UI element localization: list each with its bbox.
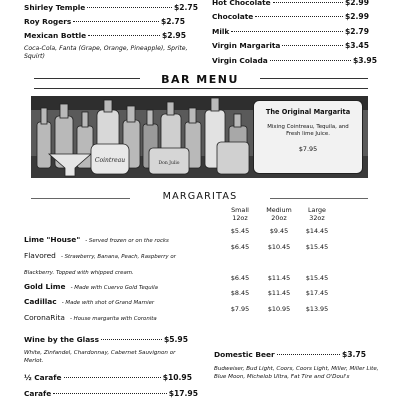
item-name: Hot Chocolate bbox=[212, 0, 271, 7]
item-price: $3.75 bbox=[341, 350, 366, 359]
menu-item-mexican-bottle bbox=[24, 31, 186, 40]
item-name: Lime "House" bbox=[24, 235, 81, 244]
item-name: Milk bbox=[212, 27, 230, 36]
item-name: Mexican Bottle bbox=[24, 31, 87, 40]
menu-item-virgin-margarita bbox=[212, 41, 369, 50]
menu-item-shirley-temple bbox=[24, 3, 198, 12]
leader-dots bbox=[273, 2, 343, 3]
oz-label: 20oz bbox=[271, 214, 287, 222]
size-label: Small bbox=[231, 206, 249, 214]
item-name: Flavored bbox=[24, 251, 56, 260]
col-header-small bbox=[224, 206, 256, 222]
item-description: - Made with Cuervo Gold Tequila bbox=[70, 285, 158, 291]
item-name: ½ Carafe bbox=[24, 373, 62, 382]
item-price: $17.95 bbox=[168, 389, 198, 398]
menu-item-chocolate bbox=[212, 12, 369, 21]
wine-description: White, Zinfandel, Chardonnay, Cabernet Sauvignon or Merlot. bbox=[24, 350, 176, 364]
price-small: $8.45 bbox=[230, 289, 250, 297]
col-header-large bbox=[300, 206, 334, 222]
leader-dots bbox=[270, 60, 351, 61]
promo-callout bbox=[253, 100, 363, 174]
item-price: $2.79 bbox=[344, 27, 369, 36]
menu-item-carafe bbox=[24, 389, 198, 398]
leader-dots bbox=[53, 393, 166, 394]
item-price: $2.95 bbox=[161, 31, 186, 40]
col-header-medium bbox=[260, 206, 298, 222]
margaritas-title: MARGARITAS bbox=[130, 191, 270, 202]
leader-dots bbox=[88, 35, 160, 36]
price-medium: $10.45 bbox=[267, 243, 291, 251]
leader-dots bbox=[101, 339, 162, 340]
item-name: Shirley Temple bbox=[24, 3, 86, 12]
menu-item-domestic-beer bbox=[214, 350, 366, 359]
item-price: $3.95 bbox=[352, 56, 377, 65]
bar-photo-banner bbox=[31, 96, 368, 178]
price-large: $15.45 bbox=[305, 274, 329, 282]
item-name: Gold Lime bbox=[24, 282, 66, 291]
price-medium: $11.45 bbox=[267, 274, 291, 282]
price-large: $15.45 bbox=[305, 243, 329, 251]
item-price: $2.99 bbox=[344, 0, 369, 7]
beer-description: Budweiser, Bud Light, Coors, Coors Light, Miller, Miller Lite, Blue Moon, Michelob Ultra, Fat Tire and O'Doul's bbox=[214, 366, 379, 381]
item-price: $5.95 bbox=[163, 335, 188, 344]
menu-item-wine bbox=[24, 335, 188, 344]
promo-description: Mixing Cointreau, Tequila, and Fresh lime Juice. bbox=[267, 124, 349, 138]
item-description: - Strawberry, Banana, Peach, Raspberry or bbox=[60, 254, 176, 260]
leader-dots bbox=[277, 354, 340, 355]
menu-item-milk bbox=[212, 27, 369, 36]
item-price: $2.75 bbox=[160, 17, 185, 26]
item-name: Carafe bbox=[24, 389, 52, 398]
price-large: $13.95 bbox=[305, 305, 329, 313]
item-name: Cadillac bbox=[24, 297, 57, 306]
oz-label: 12oz bbox=[232, 214, 248, 222]
menu-item-virgin-colada bbox=[212, 56, 377, 65]
promo-title: The Original Margarita bbox=[265, 108, 351, 116]
menu-item-roy-rogers bbox=[24, 17, 185, 26]
bar-menu-title: BAR MENU bbox=[140, 73, 260, 86]
item-description: - Made with shot of Grand Marnier bbox=[61, 300, 155, 306]
price-medium: $9.45 bbox=[269, 227, 289, 235]
size-label: Large bbox=[308, 206, 326, 214]
oz-label: 32oz bbox=[309, 214, 325, 222]
item-price: $2.75 bbox=[173, 3, 198, 12]
price-large: $17.45 bbox=[305, 289, 329, 297]
size-label: Medium bbox=[266, 206, 292, 214]
soda-list: Coca-Cola, Fanta (Grape, Orange, Pineapple), Sprite, Squirt) bbox=[24, 45, 188, 61]
price-medium: $10.95 bbox=[267, 305, 291, 313]
promo-price: $7.95 bbox=[298, 144, 318, 153]
item-price: $3.45 bbox=[344, 41, 369, 50]
item-name: CoronaRita bbox=[24, 313, 65, 322]
price-small: $7.95 bbox=[230, 305, 250, 313]
item-name: Roy Rogers bbox=[24, 17, 72, 26]
item-description: Blackberry. Topped with whipped cream. bbox=[24, 270, 134, 276]
menu-item-half-carafe bbox=[24, 373, 192, 382]
price-small: $5.45 bbox=[230, 227, 250, 235]
price-small: $6.45 bbox=[230, 243, 250, 251]
leader-dots bbox=[255, 16, 343, 17]
item-name: Domestic Beer bbox=[214, 350, 275, 359]
leader-dots bbox=[282, 45, 343, 46]
leader-dots bbox=[73, 21, 159, 22]
heading-rule-bottom bbox=[34, 88, 368, 89]
leader-dots bbox=[64, 377, 161, 378]
bottle-label-2: Don Julio bbox=[158, 161, 180, 166]
item-name: Wine by the Glass bbox=[24, 335, 99, 344]
item-description: - House margarita with Coronita bbox=[70, 316, 157, 322]
price-large: $14.45 bbox=[305, 227, 329, 235]
item-description: - Served frozen or on the rocks bbox=[85, 238, 169, 244]
leader-dots bbox=[231, 31, 343, 32]
item-price: $10.95 bbox=[162, 373, 192, 382]
item-name: Virgin Colada bbox=[212, 56, 268, 65]
price-medium: $11.45 bbox=[267, 289, 291, 297]
margarita-row bbox=[24, 305, 224, 324]
item-name: Virgin Margarita bbox=[212, 41, 281, 50]
menu-item-hot-chocolate bbox=[212, 0, 369, 7]
bottle-label: Cointreau bbox=[94, 157, 126, 164]
leader-dots bbox=[87, 7, 172, 8]
item-name: Chocolate bbox=[212, 12, 254, 21]
item-price: $2.99 bbox=[344, 12, 369, 21]
price-small: $6.45 bbox=[230, 274, 250, 282]
